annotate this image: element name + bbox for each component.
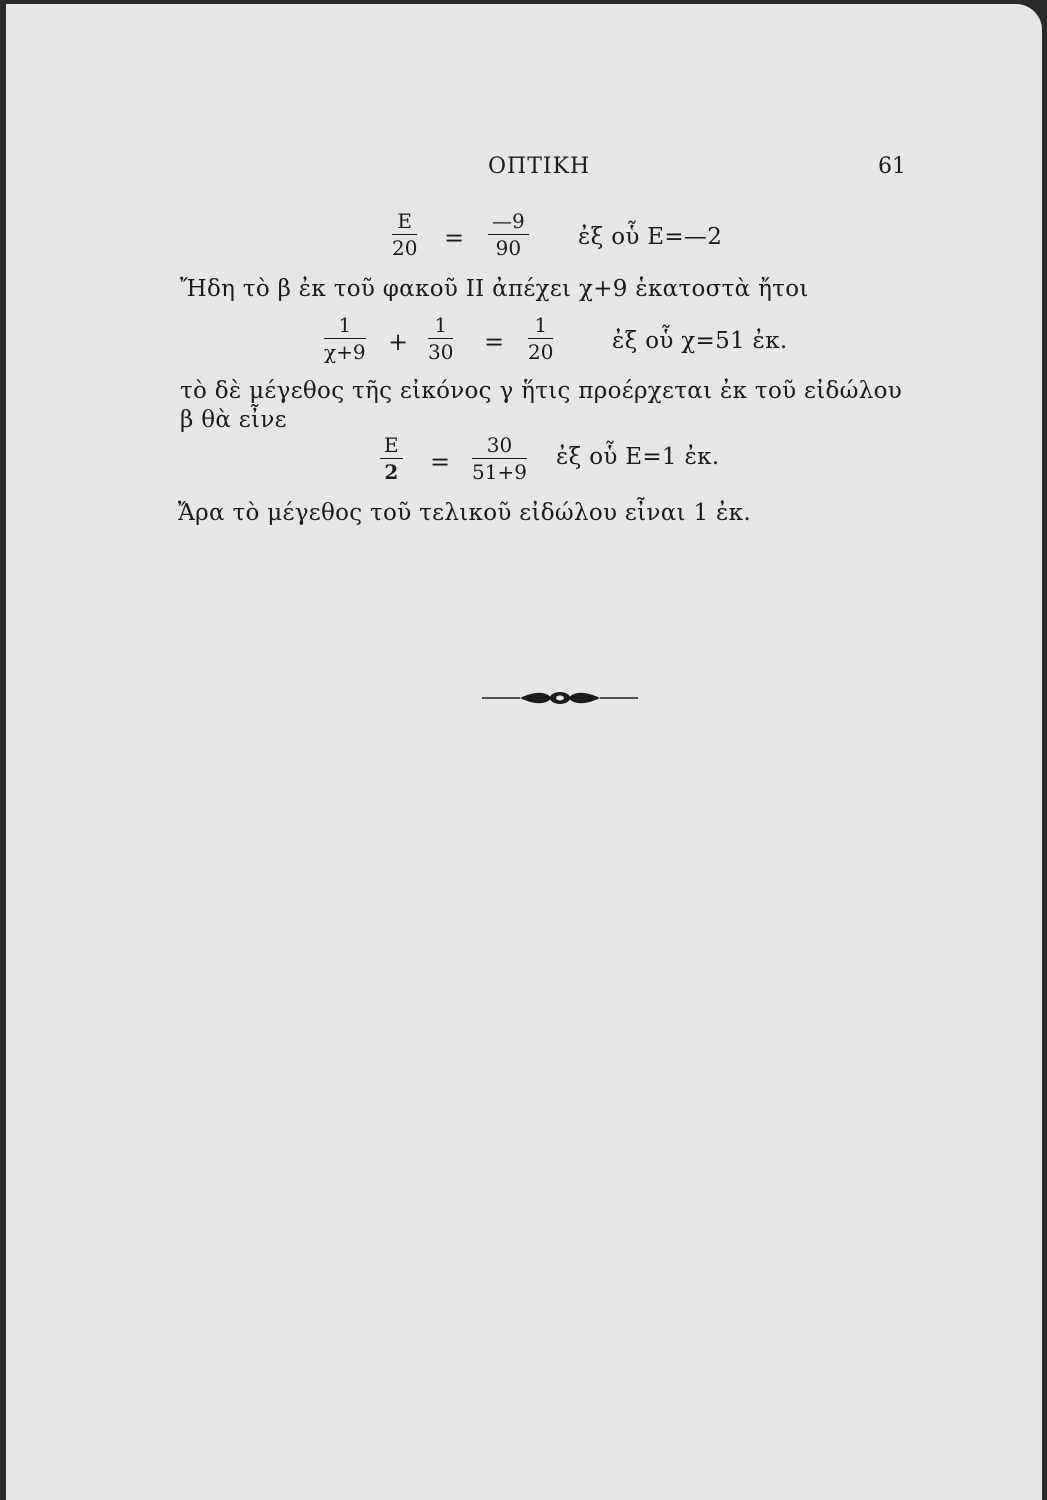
- equation-result: ἐξ οὗ E=—2: [578, 224, 723, 250]
- numerator: 1: [428, 314, 453, 339]
- equals-sign: =: [484, 328, 505, 356]
- paragraph-1: Ἤδη τὸ β ἐκ τοῦ φακοῦ II ἀπέχει χ+9 ἑκατοστὰ ἤτοι: [180, 276, 809, 302]
- decorative-ornament-icon: [480, 686, 640, 710]
- equals-sign: =: [430, 448, 451, 476]
- denominator: 30: [428, 340, 454, 364]
- numerator: E: [392, 210, 417, 235]
- fraction-minus9-over-90: [488, 210, 529, 259]
- equation-result: ἐξ οὗ E=1 ἐκ.: [556, 444, 720, 470]
- numerator: 1: [324, 314, 366, 339]
- equation-result: ἐξ οὗ χ=51 ἐκ.: [612, 328, 788, 354]
- fraction-1-over-x-plus-9: [324, 314, 366, 363]
- numerator: E: [380, 434, 403, 459]
- paragraph-2-line-1: τὸ δὲ μέγεθος τῆς εἰκόνος γ ἥτις προέρχεται ἐκ τοῦ εἰδώλου: [180, 378, 903, 404]
- denominator: 20: [392, 236, 418, 260]
- fraction-1-over-30: [428, 314, 453, 363]
- page-number: 61: [878, 154, 906, 179]
- denominator: 51+9: [472, 460, 527, 484]
- fraction-30-over-51-plus-9: [472, 434, 527, 483]
- running-header-title: ΟΠΤΙΚΗ: [488, 154, 591, 179]
- fraction-1-over-20: [528, 314, 553, 363]
- numerator: 1: [528, 314, 553, 339]
- numerator: —9: [488, 210, 529, 235]
- denominator: 2: [384, 460, 399, 484]
- denominator: χ+9: [324, 340, 366, 364]
- paragraph-3: Ἄρα τὸ μέγεθος τοῦ τελικοῦ εἰδώλου εἶναι 1 ἐκ.: [178, 500, 751, 526]
- equals-sign: =: [444, 224, 465, 252]
- denominator: 90: [495, 236, 522, 260]
- fraction-e-over-2: [380, 434, 403, 483]
- book-page: [6, 4, 1042, 1500]
- denominator: 20: [528, 340, 554, 364]
- numerator: 30: [472, 434, 527, 459]
- paragraph-2-line-2: β θὰ εἶνε: [180, 407, 287, 433]
- plus-sign: +: [388, 328, 409, 356]
- fraction-e-over-20: [392, 210, 417, 259]
